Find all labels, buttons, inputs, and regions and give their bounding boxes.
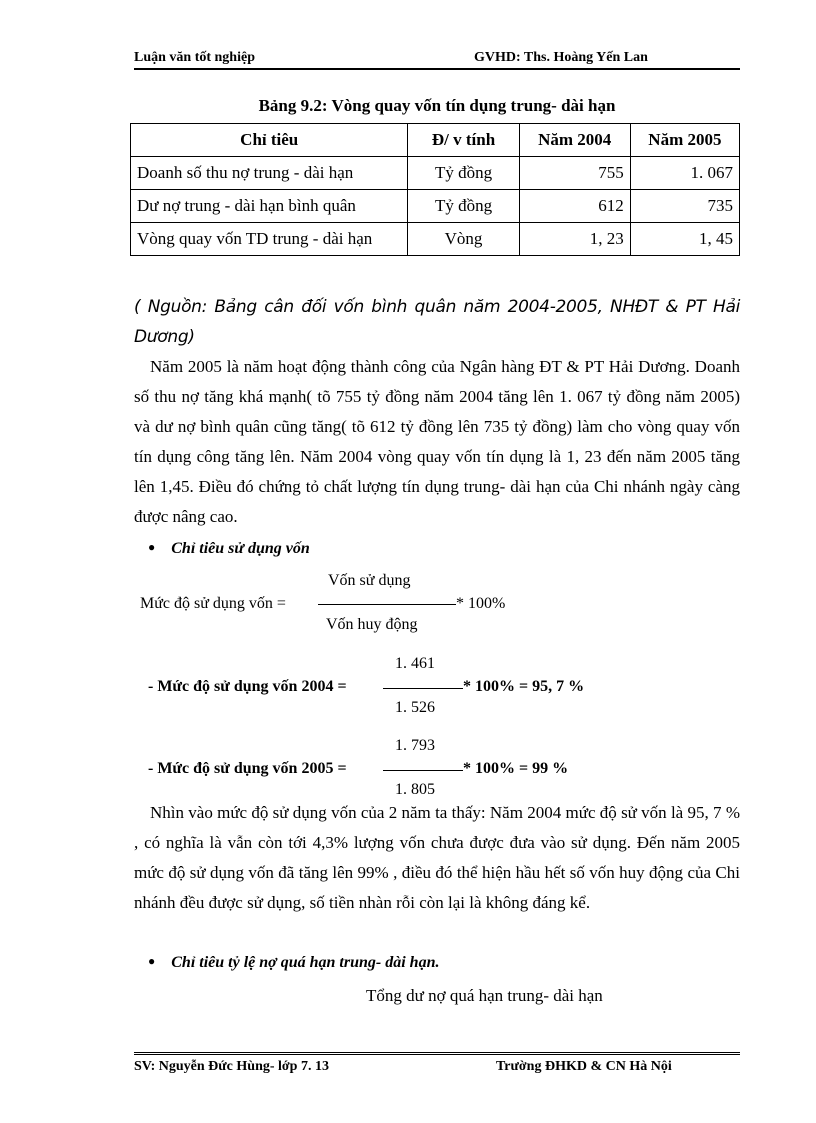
formula-denominator: 1. 526 xyxy=(395,699,435,716)
table-cell: 1. 067 xyxy=(630,157,739,190)
table-row xyxy=(131,190,740,223)
formula-numerator: 1. 793 xyxy=(395,737,435,754)
column-header: Đ/ v tính xyxy=(408,124,519,157)
table-cell: 755 xyxy=(519,157,630,190)
formula-lhs: Mức độ sử dụng vốn = xyxy=(140,595,286,612)
paragraph-muc-do-su-dung: Nhìn vào mức độ sử dụng vốn của 2 năm ta thấy: Năm 2004 mức độ sử vốn là 95, 7 % , có nghĩa là vẫn còn tới 4,3% lượng vốn chưa được đưa vào sử dụng. Đến năm 2005 mức độ sử dụng vốn đã tăng lên 99% , điều đó thể hiện hầu hết số vốn huy động của Chi nhánh đều được sử dụng, số tiền nhàn rỗi còn lại là không đáng kể. xyxy=(134,803,740,912)
bullet-chi-tieu-su-dung-von xyxy=(148,540,310,558)
formula-numerator: 1. 461 xyxy=(395,655,435,672)
bullet-dot-icon: ● xyxy=(148,954,156,968)
bullet-dot-icon: ● xyxy=(148,540,156,554)
table-cell: 1, 23 xyxy=(519,223,630,256)
table-row xyxy=(131,157,740,190)
table-cell: Vòng xyxy=(408,223,519,256)
table-cell: Vòng quay vốn TD trung - dài hạn xyxy=(131,223,408,256)
formula-no-qua-han-numerator: Tổng dư nợ quá hạn trung- dài hạn xyxy=(366,986,603,1005)
header-right: GVHD: Ths. Hoàng Yến Lan xyxy=(474,50,648,65)
formula-2004 xyxy=(148,655,648,725)
table-cell: Tỷ đồng xyxy=(408,157,519,190)
formula-lhs: - Mức độ sử dụng vốn 2004 = xyxy=(148,678,347,695)
formula-2005 xyxy=(148,737,648,807)
formula-rhs: * 100% = 99 % xyxy=(463,760,569,777)
bullet-chi-tieu-no-qua-han xyxy=(148,954,439,972)
fraction-line xyxy=(383,688,463,689)
fraction-line xyxy=(318,604,456,605)
paragraph-vong-quay: Năm 2005 là năm hoạt động thành công của Ngân hàng ĐT & PT Hải Dương. Doanh số thu nợ tăng khá mạnh( tõ 755 tỷ đồng năm 2004 tăng lên 1. 067 tỷ đồng năm 2005) và dư nợ bình quân cũng tăng( tõ 612 tỷ đồng lên 735 tỷ đồng) làm cho vòng quay vốn tín dụng công tăng lên. Năm 2004 vòng quay vốn tín dụng là 1, 23 đến năm 2005 tăng lên 1,45. Điều đó chứng tỏ chất lượng tín dụng trung- dài hạn của Chi nhánh ngày càng được nâng cao. xyxy=(134,357,740,526)
column-header: Năm 2005 xyxy=(630,124,739,157)
table-cell: Doanh số thu nợ trung - dài hạn xyxy=(131,157,408,190)
column-header: Năm 2004 xyxy=(519,124,630,157)
formula-lhs: - Mức độ sử dụng vốn 2005 = xyxy=(148,760,347,777)
formula-rhs: * 100% = 95, 7 % xyxy=(463,678,585,695)
table-cell: Dư nợ trung - dài hạn bình quân xyxy=(131,190,408,223)
formula-main xyxy=(140,570,640,640)
footer-left: SV: Nguyễn Đức Hùng- lớp 7. 13 xyxy=(134,1059,329,1074)
table-title: Bảng 9.2: Vòng quay vốn tín dụng trung- dài hạn xyxy=(258,96,616,115)
footer-rule xyxy=(134,1052,740,1055)
formula-denominator: 1. 805 xyxy=(395,781,435,798)
bullet-text: Chỉ tiêu sử dụng vốn xyxy=(171,540,310,557)
formula-rhs: * 100% xyxy=(456,595,506,612)
formula-numerator: Vốn sử dụng xyxy=(328,572,411,589)
page-header xyxy=(134,50,740,68)
column-header: Chỉ tiêu xyxy=(131,124,408,157)
source-note: ( Nguồn: Bảng cân đối vốn bình quân năm 2004-2005, NHĐT & PT Hải Dương) xyxy=(134,297,740,347)
table-cell: 612 xyxy=(519,190,630,223)
header-rule xyxy=(134,68,740,70)
table-row xyxy=(131,223,740,256)
bullet-text: Chỉ tiêu tỷ lệ nợ quá hạn trung- dài hạn. xyxy=(171,954,440,971)
table-header-row xyxy=(131,124,740,157)
header-left: Luận văn tốt nghiệp xyxy=(134,50,255,65)
table-cell: 1, 45 xyxy=(630,223,739,256)
table-cell: 735 xyxy=(630,190,739,223)
formula-denominator: Vốn huy động xyxy=(326,616,418,633)
table-cell: Tỷ đồng xyxy=(408,190,519,223)
fraction-line xyxy=(383,770,463,771)
data-table xyxy=(130,123,740,256)
footer-right: Trường ĐHKD & CN Hà Nội xyxy=(496,1059,672,1074)
page-footer xyxy=(134,1059,740,1077)
